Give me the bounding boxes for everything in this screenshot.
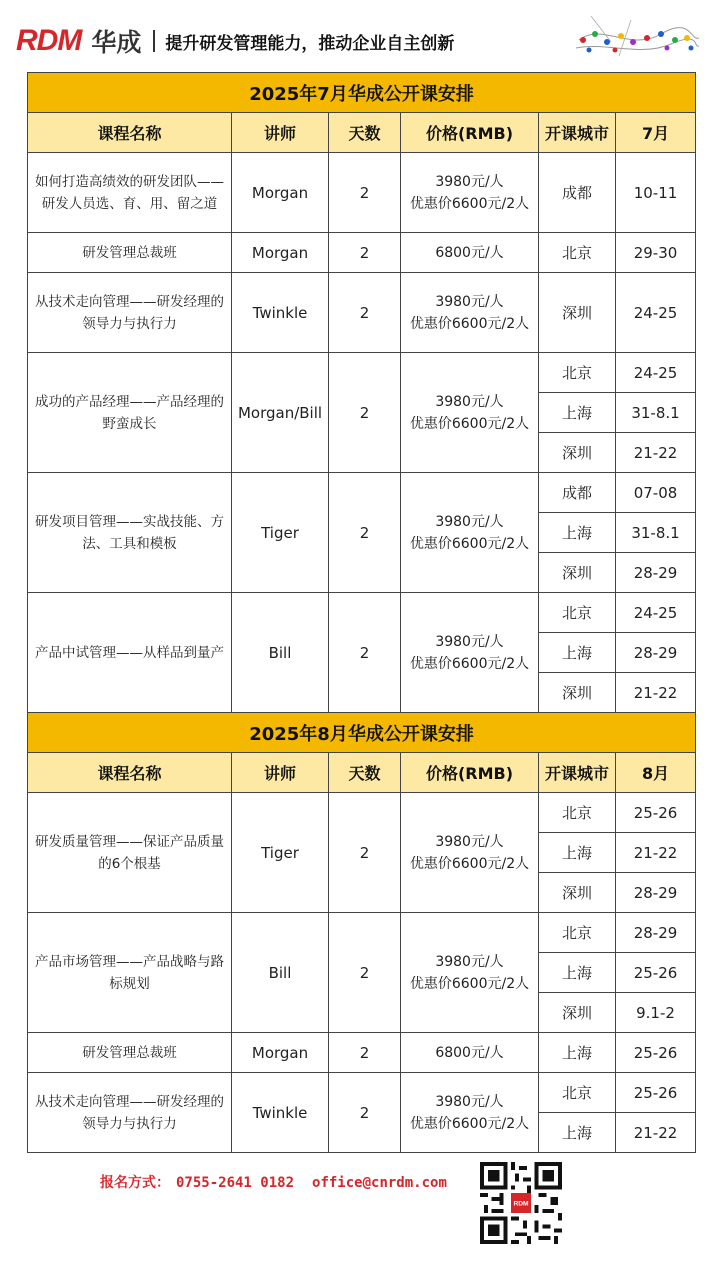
table-row bbox=[28, 1073, 696, 1113]
date: 28-29 bbox=[616, 913, 696, 953]
course-name: 研发项目管理——实战技能、方法、工具和模板 bbox=[28, 473, 232, 593]
price-discount: 优惠价6600元/2人 bbox=[409, 195, 530, 212]
section-title: 2025年8月华成公开课安排 bbox=[28, 713, 696, 753]
column-header: 课程名称 bbox=[28, 753, 232, 793]
city: 上海 bbox=[539, 1113, 616, 1153]
column-header: 8月 bbox=[616, 753, 696, 793]
teacher: Bill bbox=[232, 913, 329, 1033]
column-header: 课程名称 bbox=[28, 113, 232, 153]
date: 25-26 bbox=[616, 793, 696, 833]
qr-code bbox=[480, 1162, 562, 1244]
date: 24-25 bbox=[616, 593, 696, 633]
course-name: 如何打造高绩效的研发团队——研发人员选、育、用、留之道 bbox=[28, 153, 232, 233]
date: 25-26 bbox=[616, 1073, 696, 1113]
city: 上海 bbox=[539, 513, 616, 553]
price-cell bbox=[401, 793, 539, 913]
date: 21-22 bbox=[616, 1113, 696, 1153]
city: 上海 bbox=[539, 393, 616, 433]
days: 2 bbox=[329, 273, 401, 353]
price-per-person: 3980元/人 bbox=[435, 833, 504, 850]
price-per-person: 6800元/人 bbox=[435, 1044, 504, 1061]
qr-logo-text: RDM bbox=[513, 1200, 529, 1208]
date: 21-22 bbox=[616, 833, 696, 873]
date: 25-26 bbox=[616, 953, 696, 993]
days: 2 bbox=[329, 913, 401, 1033]
july-title-row bbox=[28, 73, 696, 113]
schedule-table bbox=[27, 72, 696, 1153]
column-header: 7月 bbox=[616, 113, 696, 153]
city: 北京 bbox=[539, 593, 616, 633]
price-cell bbox=[401, 473, 539, 593]
signup-email[interactable]: office@cnrdm.com bbox=[312, 1175, 447, 1191]
table-row bbox=[28, 793, 696, 833]
course-name: 研发管理总裁班 bbox=[28, 233, 232, 273]
column-header: 讲师 bbox=[232, 753, 329, 793]
date: 31-8.1 bbox=[616, 513, 696, 553]
city: 成都 bbox=[539, 473, 616, 513]
date: 31-8.1 bbox=[616, 393, 696, 433]
date: 24-25 bbox=[616, 273, 696, 353]
city: 深圳 bbox=[539, 433, 616, 473]
course-name: 产品市场管理——产品战略与路标规划 bbox=[28, 913, 232, 1033]
days: 2 bbox=[329, 153, 401, 233]
city: 北京 bbox=[539, 1073, 616, 1113]
price-discount: 优惠价6600元/2人 bbox=[409, 1115, 530, 1132]
price-per-person: 3980元/人 bbox=[435, 953, 504, 970]
table-row bbox=[28, 233, 696, 273]
price-discount: 优惠价6600元/2人 bbox=[409, 655, 530, 672]
city: 北京 bbox=[539, 913, 616, 953]
signup-label: 报名方式： bbox=[100, 1175, 170, 1191]
city: 深圳 bbox=[539, 993, 616, 1033]
city: 深圳 bbox=[539, 273, 616, 353]
teacher: Tiger bbox=[232, 793, 329, 913]
price-cell bbox=[401, 913, 539, 1033]
price-discount: 优惠价6600元/2人 bbox=[409, 535, 530, 552]
page-footer bbox=[0, 1160, 725, 1260]
price-cell bbox=[401, 153, 539, 233]
course-name: 从技术走向管理——研发经理的领导力与执行力 bbox=[28, 1073, 232, 1153]
price-per-person: 3980元/人 bbox=[435, 393, 504, 410]
decorative-network-graphic bbox=[571, 12, 701, 62]
august-header-row bbox=[28, 753, 696, 793]
days: 2 bbox=[329, 793, 401, 913]
date: 9.1-2 bbox=[616, 993, 696, 1033]
days: 2 bbox=[329, 593, 401, 713]
table-row bbox=[28, 473, 696, 513]
date: 21-22 bbox=[616, 433, 696, 473]
page-header bbox=[0, 0, 725, 72]
table-row bbox=[28, 593, 696, 633]
date: 28-29 bbox=[616, 633, 696, 673]
price-per-person: 3980元/人 bbox=[435, 633, 504, 650]
teacher: Morgan bbox=[232, 1033, 329, 1073]
days: 2 bbox=[329, 473, 401, 593]
date: 28-29 bbox=[616, 873, 696, 913]
teacher: Morgan/Bill bbox=[232, 353, 329, 473]
price-per-person: 6800元/人 bbox=[435, 244, 504, 261]
price-discount: 优惠价6600元/2人 bbox=[409, 975, 530, 992]
city: 北京 bbox=[539, 233, 616, 273]
price-cell bbox=[401, 353, 539, 473]
signup-phone: 0755-2641 0182 bbox=[176, 1175, 295, 1191]
column-header: 开课城市 bbox=[539, 753, 616, 793]
table-row bbox=[28, 353, 696, 393]
column-header: 天数 bbox=[329, 113, 401, 153]
course-name: 研发管理总裁班 bbox=[28, 1033, 232, 1073]
logo bbox=[16, 24, 454, 58]
august-title-row bbox=[28, 713, 696, 753]
date: 29-30 bbox=[616, 233, 696, 273]
price-cell bbox=[401, 273, 539, 353]
signup-info bbox=[100, 1172, 453, 1192]
price-discount: 优惠价6600元/2人 bbox=[409, 315, 530, 332]
logo-rdm-text: RDM bbox=[16, 24, 82, 57]
teacher: Twinkle bbox=[232, 1073, 329, 1153]
teacher: Morgan bbox=[232, 153, 329, 233]
logo-chinese-text: 华成 bbox=[91, 28, 142, 57]
days: 2 bbox=[329, 233, 401, 273]
course-name: 研发质量管理——保证产品质量的6个根基 bbox=[28, 793, 232, 913]
city: 成都 bbox=[539, 153, 616, 233]
city: 上海 bbox=[539, 1033, 616, 1073]
price-cell bbox=[401, 233, 539, 273]
price-per-person: 3980元/人 bbox=[435, 513, 504, 530]
price-cell bbox=[401, 1073, 539, 1153]
price-discount: 优惠价6600元/2人 bbox=[409, 855, 530, 872]
price-per-person: 3980元/人 bbox=[435, 1093, 504, 1110]
city: 深圳 bbox=[539, 673, 616, 713]
price-cell bbox=[401, 1033, 539, 1073]
teacher: Morgan bbox=[232, 233, 329, 273]
days: 2 bbox=[329, 353, 401, 473]
teacher: Bill bbox=[232, 593, 329, 713]
date: 24-25 bbox=[616, 353, 696, 393]
days: 2 bbox=[329, 1073, 401, 1153]
date: 21-22 bbox=[616, 673, 696, 713]
date: 25-26 bbox=[616, 1033, 696, 1073]
course-name: 产品中试管理——从样品到量产 bbox=[28, 593, 232, 713]
table-row bbox=[28, 273, 696, 353]
city: 上海 bbox=[539, 953, 616, 993]
price-discount: 优惠价6600元/2人 bbox=[409, 415, 530, 432]
teacher: Tiger bbox=[232, 473, 329, 593]
city: 上海 bbox=[539, 833, 616, 873]
date: 28-29 bbox=[616, 553, 696, 593]
column-header: 讲师 bbox=[232, 113, 329, 153]
city: 北京 bbox=[539, 353, 616, 393]
course-name: 从技术走向管理——研发经理的领导力与执行力 bbox=[28, 273, 232, 353]
price-per-person: 3980元/人 bbox=[435, 293, 504, 310]
column-header: 开课城市 bbox=[539, 113, 616, 153]
price-cell bbox=[401, 593, 539, 713]
date: 10-11 bbox=[616, 153, 696, 233]
teacher: Twinkle bbox=[232, 273, 329, 353]
table-row bbox=[28, 153, 696, 233]
days: 2 bbox=[329, 1033, 401, 1073]
city: 北京 bbox=[539, 793, 616, 833]
section-title: 2025年7月华成公开课安排 bbox=[28, 73, 696, 113]
course-name: 成功的产品经理——产品经理的野蛮成长 bbox=[28, 353, 232, 473]
slogan: 提升研发管理能力，推动企业自主创新 bbox=[165, 33, 455, 54]
price-per-person: 3980元/人 bbox=[435, 173, 504, 190]
july-header-row bbox=[28, 113, 696, 153]
city: 深圳 bbox=[539, 873, 616, 913]
column-header: 天数 bbox=[329, 753, 401, 793]
city: 上海 bbox=[539, 633, 616, 673]
column-header: 价格(RMB) bbox=[401, 113, 539, 153]
table-row bbox=[28, 913, 696, 953]
column-header: 价格(RMB) bbox=[401, 753, 539, 793]
divider bbox=[153, 30, 155, 52]
table-row bbox=[28, 1033, 696, 1073]
date: 07-08 bbox=[616, 473, 696, 513]
city: 深圳 bbox=[539, 553, 616, 593]
